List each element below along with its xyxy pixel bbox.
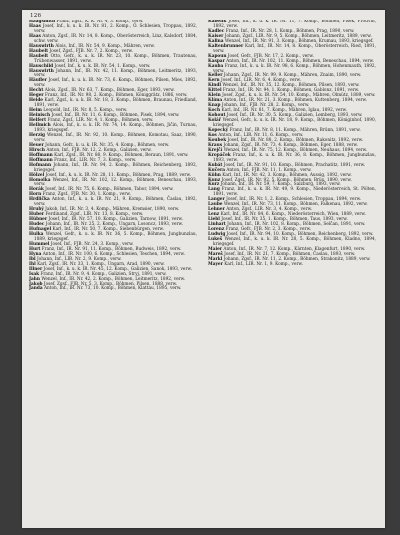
- entry-surname: Hrdlička: [29, 197, 50, 203]
- entry-surname: Homolka: [29, 177, 51, 183]
- entry-details: Franz, Inf., IR. Nr. 98, 2. Komp., Böhmen, Königgrätz, 1886, verw.: [45, 93, 188, 99]
- entry-surname: Hufnagel: [29, 227, 52, 233]
- entry-surname: Kalina: [208, 38, 224, 44]
- entry-surname: Herzig: [29, 132, 45, 138]
- entry-surname: Kühn: [208, 172, 221, 178]
- entry-details: Josef, Inf., IR. Nr. 94, 10. Komp., Böhmen, Reichenberg, 1892, verw.: [226, 231, 374, 237]
- entry-surname: Lorenz: [208, 227, 225, 233]
- entry-details: Anton, Inf., k. u. k. IR. Nr. 21, 9. Komp., Böhmen, Časlau, 1892, verw.: [34, 197, 197, 208]
- entry-details: Franz, Inf., IR. Nr. 8, 11. Komp., Mähren, Brünn, 1891, verw.: [229, 127, 361, 133]
- entry-surname: Häufler: [29, 78, 47, 84]
- entry-surname: Heim: [29, 108, 42, 114]
- entry-details: Franz, Inf., IR. Nr. 94, 1. Komp., Böhmen, Gablonz, 1891, verw.: [222, 88, 360, 94]
- entry-surname: Haubelt: [29, 53, 49, 59]
- entry-surname: Huber: [29, 212, 45, 218]
- entry-surname: Kaltenbrunner: [208, 43, 244, 49]
- entry-details: Johann, Inf., FJB. Nr. 28, 2. Komp., verw.: [221, 103, 310, 109]
- entry-surname: Markl: [208, 256, 223, 262]
- entry-details: Josef, Gefr., FJB. Nr. 17, 2. Komp., verw.: [227, 53, 314, 59]
- entry-surname: Jahn: [29, 276, 40, 282]
- entry-details: Josef, Zgsf., IR. Nr. 92, 5. Komp., Böhmen, Brüx, 1890, verw.: [221, 177, 352, 183]
- left-column: [29, 20, 197, 524]
- entry-surname: Hulka: [29, 231, 44, 237]
- entry-surname: Haagsmith: [29, 20, 56, 24]
- entry-surname: Isak: [29, 271, 40, 277]
- entry-surname: Kučera: [208, 167, 225, 173]
- entry-surname: Hauswirth: [29, 68, 54, 74]
- entry-surname: Jakob: [29, 281, 43, 287]
- entry-details: Josef, Inf., k. u. k. IR. Nr. 54, 1. Komp., verw.: [54, 63, 151, 69]
- entry-details: Franz, Inf., IR. Nr. 28, 1. Komp., Böhmen, Prag, 1890, verw.: [225, 28, 355, 34]
- entry-surname: Klein: [208, 93, 221, 99]
- entry-surname: Klíma: [208, 98, 223, 104]
- entry-details: Johann, Inf., IR. Nr. 42, 11. Komp., Böhmen, Leitmeritz, 1893, verw.: [34, 68, 197, 79]
- entry-surname: Heinisch: [29, 113, 51, 119]
- entry-surname: Hrubý: [29, 207, 44, 213]
- entry-details: Josef, Inf., FJB. Nr. 24, 3. Komp., verw.: [50, 241, 134, 247]
- entry-details: Josef, Inf., IR. Nr. 75, 6. Komp., Böhmen, Tabor, 1894, verw.: [45, 187, 174, 193]
- entry-surname: Hofmann: [29, 162, 52, 168]
- entry-surname: Heuer: [29, 142, 44, 148]
- entry-surname: Hummel: [29, 241, 50, 247]
- entry-details: Alois, Inf., IR. Nr. 54, 9. Komp., Mähren, verw.: [55, 43, 155, 49]
- entry-surname: Ludwig: [208, 231, 226, 237]
- entry-details: Johann, Inf., IR. Nr. 25, 2. Komp., Ungarn, Losoncz, 1893, verw.: [45, 222, 184, 228]
- entry-surname: Hoffmann: [29, 157, 53, 163]
- entry-surname: Kaspar: [208, 58, 225, 64]
- entry-details: Josef, Zgsf., FJB. Nr. 5, 3. Komp., Böhmen, Pilsen, 1888, verw.: [43, 281, 178, 287]
- entry-surname: Liebl: [208, 217, 220, 223]
- entry-surname: Hyna: [29, 251, 42, 257]
- entry-details: Josef, Inf., k. u. k. IR. Nr. 28, 11. Komp., Böhmen, Prag, 1889, verw.: [45, 172, 191, 178]
- entry-surname: Ihl: [29, 261, 36, 267]
- entry-details: Josef, Inf., IR. Nr. 30, 5. Komp., Galizien, Lemberg, 1893, verw.: [226, 113, 363, 119]
- entry-details: Johann, Zgsf., IR. Nr. 11, 2. Komp., Böhmen, Strakonitz, 1889, verw.: [223, 256, 371, 262]
- entry-surname: Kauba: [208, 63, 224, 69]
- entry-details: Anton, Inf., IR. Nr. 73, 10. Komp., Böhmen, Klattau, 1895, verw.: [43, 286, 182, 292]
- page-number: 126: [30, 13, 42, 19]
- entry-surname: Kopecký: [208, 127, 229, 133]
- entry-surname: Haas: [29, 23, 41, 29]
- entry-details: Karl, Inf., IR. Nr. 81, 7. Komp., Mähren, Iglau, 1892, verw.: [221, 108, 347, 114]
- entry-details: Johann, Inf., IR. Nr. 94, 2. Komp., Böhmen, Reichenberg, 1892, kriegsgef.: [34, 162, 197, 173]
- list-item: [208, 263, 376, 268]
- entry-details: Franz, Inf., LIR. Nr. 7, 3. Komp., verw.: [54, 157, 137, 163]
- entry-surname: Kubát: [208, 162, 223, 168]
- entry-details: Josef, Inf., LIR. Nr. 6, 4. Komp., verw.: [221, 78, 302, 84]
- entry-details: Karl, Zgsf., IR. Nr. 88, 9. Komp., Böhmen, Beraun, 1891, verw.: [54, 152, 189, 158]
- entry-details: Josef, Inf., k. u. k. IR. Nr. 45, 12. Komp., Galizien, Sanok, 1893, verw.: [43, 266, 192, 272]
- entry-details: Franz, Inf., k. u. k. IR. Nr. 49, 9. Komp., Niederösterreich, St. Pölten, 1891, verw.: [213, 187, 376, 198]
- entry-surname: Mayer: [208, 261, 223, 267]
- entry-surname: Horn: [29, 192, 42, 198]
- entry-details: Johann, Inf., LIR. Nr. 2, 9. Komp., verw.: [36, 256, 122, 262]
- entry-surname: Hauschild: [29, 63, 54, 69]
- entry-details: Josef, Inf., IR. Nr. 1, 2. Komp., Schlesien, Troppau, 1894, verw.: [226, 197, 362, 203]
- entry-details: Josef, Inf., k. u. k. IR. Nr. 81, 2. Komp., Ö. Schlesien, Troppau, 1892, verw.: [34, 23, 197, 34]
- entry-surname: Linhart: [208, 222, 226, 228]
- entry-details: Johann, Zgsf., IR. Nr. 73, 4. Komp., Böhmen, Eger, 1888, verw.: [223, 142, 359, 148]
- entry-details: Franz, Inf., IR. Nr. 9, 4. Komp., Galizien, Stryj, 1891, verw.: [40, 271, 167, 277]
- entry-surname: Haubelt: [29, 48, 49, 54]
- entry-details: Karl, Inf., IR. Nr. 14, 8. Komp., Oberösterreich, Ried, 1891, verw.: [213, 43, 376, 54]
- list-item: [29, 287, 197, 292]
- entry-surname: Hoffmann: [29, 152, 53, 158]
- entry-surname: Kabelik: [208, 20, 227, 24]
- entry-details: Anton, Inf., IR. Nr. 21, 3. Komp., Böhmen, Kuttenberg, 1894, verw.: [223, 98, 367, 104]
- entry-surname: Krejčí: [208, 147, 223, 153]
- entry-surname: Kindl: [208, 83, 221, 89]
- entry-details: Anton, Inf., FJB. Nr. 12, 2. Komp., Galizien, verw.: [46, 147, 152, 153]
- entry-surname: Koubek: [208, 137, 227, 143]
- entry-details: Jakob, Inf., IR. Nr. 3, 4. Komp., Mähren, Kremsier, 1890, verw.: [45, 207, 180, 213]
- entry-details: Josef, Zgsf., FJB. Nr. 7, 2. Komp., verw.: [49, 48, 134, 54]
- entry-surname: Hurt: [29, 246, 41, 252]
- entry-details: Franz, Zgsf., K. K. Nr. 4, 3. Komp., verw.: [56, 20, 144, 24]
- entry-surname: Kunz: [208, 177, 221, 183]
- entry-surname: Kraus: [208, 142, 223, 148]
- entry-surname: Lenz: [208, 212, 220, 218]
- entry-details: Alois, Zgsf., IR. Nr. 63, 7. Komp., Böhmen, Eger, 1893, verw.: [44, 88, 175, 94]
- entry-details: Anton, Inf., IR. Nr. 100, 6. Komp., Schlesien, Teschen, 1894, verw.: [42, 251, 185, 257]
- entry-details: Karl, Inf., IR. Nr. 84, 6. Komp., Niederösterreich, Wien, 1889, verw.: [220, 212, 366, 218]
- entry-details: Franz, Inf., k. u. k. IR. Nr. 36, 8. Komp., Böhmen, Jungbunzlau, 1893, verw.: [213, 152, 376, 163]
- entry-details: Franz, Gefr., FJB. Nr. 2, 3. Komp., verw.: [225, 227, 312, 233]
- entry-details: Josef, Inf., IR. Nr. 88, 2. Komp., Böhmen, Rakonitz, 1892, verw.: [227, 137, 364, 143]
- entry-details: Franz, Zgsf., FJB. Nr. 30, 1. Komp., verw.: [42, 192, 131, 198]
- entry-details: Karl, Inf., IR. Nr. 50, 7. Komp., Siebenbürgen, verw.: [52, 227, 164, 233]
- entry-details: Josef, Zgsf., k. u. k. IR. Nr. 54, 10. Komp., Mähren, Olmütz, 1889, verw.: [222, 93, 376, 99]
- entry-surname: Kapoun: [208, 53, 227, 59]
- entry-details: Anton, Zgsf., LIR. Nr. 3, 4. Komp., verw.: [226, 207, 313, 213]
- entry-details: Karl, Zgsf., IR. Nr. 33, 1. Komp., Ungarn, Arad, 1890, verw.: [37, 261, 165, 267]
- document-page: [22, 10, 385, 528]
- entry-surname: Koch: [208, 108, 221, 114]
- entry-surname: Kittel: [208, 88, 222, 94]
- entry-details: Franz, Inf., IR. Nr. 91, 11. Komp., Böhmen, Budweis, 1892, verw.: [41, 246, 182, 252]
- entry-surname: Haas: [29, 33, 41, 39]
- entry-surname: Hudec: [29, 222, 45, 228]
- entry-details: Karl, Inf., LIR. Nr. 1, 9. Komp., verw.: [224, 261, 303, 267]
- entry-details: Josef, Inf., IR. Nr. 57, 10. Komp., Galizien, Tarnow, 1891, verw.: [48, 217, 184, 223]
- entry-surname: Kurz: [208, 182, 220, 188]
- entry-details: Wenzel, Inf., IR. Nr. 102, 12. Komp., Böhmen, Beneschau, 1893, verw.: [34, 177, 197, 188]
- entry-details: Anton, Inf., LIR. Nr. 11, 6. Komp., verw.: [218, 132, 304, 138]
- entry-details: Alois, Inf., k. u. k. IR. Nr. 74, 14. Komp., Böhmen, Jičin, Turnau, 1893, kriegsgef.: [34, 123, 197, 133]
- entry-surname: Hölzel: [29, 172, 45, 178]
- entry-surname: Kolář: [208, 118, 222, 124]
- entry-details: Wenzel, Inf., IR. Nr. 91, 3. Komp., Böhmen, Krumau, 1893, kriegsgef.: [224, 38, 374, 44]
- entry-surname: Kropáček: [208, 152, 231, 158]
- entry-surname: Hellmich: [29, 123, 51, 129]
- entry-surname: Ibl: [29, 256, 36, 262]
- entry-details: Johann, Inf., IR. Nr. 102, 8. Komp., Böhmen, Selčan, 1891, verw.: [227, 222, 366, 228]
- entry-details: Josef, Inf., IR. Nr. 11, 6. Komp., Böhmen, Pisek, 1894, verw.: [51, 113, 180, 119]
- entry-details: Wenzel, Inf., IR. Nr. 42, 2. Komp., Böhmen, Leitmeritz, 1892, verw.: [41, 276, 186, 282]
- entry-details: Wenzel, Inf., k. u. k. IR. Nr. 28, 5. Komp., Böhmen, Kladno, 1894, kriegsgef.: [213, 236, 376, 247]
- entry-details: Wenzel, Inf., IR. Nr. 92, 10. Komp., Böhmen, Komotau, Saaz, 1890, verw.: [34, 132, 197, 143]
- entry-surname: Helfert: [29, 118, 47, 124]
- entry-surname: Kern: [208, 78, 220, 84]
- entry-surname: Kos: [208, 132, 217, 138]
- entry-surname: Laube: [208, 202, 223, 208]
- entry-details: Anton, Inf., IR. Nr. 7, 12. Komp., Kärnten, Klagenfurt, 1890, verw.: [223, 246, 366, 252]
- entry-surname: Heide: [29, 98, 44, 104]
- entry-details: Otto, Gefr., k. u. k. IR. Nr. 23, 10. Komp., Böhmen, Trautenau, Trübenwasser, 1891, verw.: [34, 53, 197, 64]
- entry-surname: Lehner: [208, 207, 225, 213]
- entry-details: Josef, Inf., IR. Nr. 35, 1. Komp., Böhmen, Taus, 1893, verw.: [221, 217, 348, 223]
- entry-surname: Hirsch: [29, 147, 45, 153]
- entry-details: Josef, Inf., k. u. k. IR. Nr. 73, 6. Komp., Böhmen, Pilsen, Mies, 1892, verw.: [34, 78, 197, 89]
- entry-details: Wenzel, Inf., IR. Nr. 35, 12. Komp., Böhmen, Pilsen, 1893, verw.: [222, 83, 360, 89]
- entry-details: Wenzel, Gefr., k. u. k. IR. Nr. 36, 5. Komp., Böhmen, Jungbunzlau, 1889, kriegsgef.: [34, 231, 197, 242]
- entry-surname: Hecht: [29, 88, 44, 94]
- entry-details: Johann, Zgsf., IR. Nr. 99, 9. Komp., Mähren, Znaim, 1890, verw.: [223, 73, 362, 79]
- entry-details: Franz, Zgsf., LIR. Nr. 4, 1. Komp., Böhmen, verw.: [47, 118, 154, 124]
- entry-surname: Maier: [208, 246, 223, 252]
- entry-surname: Janda: [29, 286, 43, 292]
- entry-details: Josef, Inf., IR. Nr. 91, 10. Komp., Böhmen, Prachatitz, 1891, verw.: [223, 162, 366, 168]
- entry-surname: Heger: [29, 93, 44, 99]
- entry-surname: Hübner: [29, 217, 48, 223]
- entry-surname: Kaiser: [208, 33, 224, 39]
- entry-surname: Hauswirth: [29, 43, 54, 49]
- entry-details: Ferdinand, Zgsf., LIR. Nr. 13, 8. Komp., verw.: [45, 212, 144, 218]
- entry-surname: Langer: [208, 197, 225, 203]
- entry-details: Wenzel, Inf., IR. Nr. 73, 11. Komp., Böhmen, Falkenau, 1892, verw.: [223, 202, 368, 208]
- entry-surname: Lang: [208, 187, 220, 193]
- entry-surname: Mareš: [208, 251, 223, 257]
- right-column: [208, 20, 376, 524]
- entry-details: Wenzel, Gefr., k. u. k. IR. Nr. 18, 9. Komp., Böhmen, Königinhof, 1890, kriegsgef.: [213, 118, 376, 129]
- entry-details: Anton, Inf., IR. Nr. 102, 11. Komp., Böhmen, Beneschau, 1894, verw.: [226, 58, 375, 64]
- entry-details: Josef, Inf., IR. Nr. 21, 7. Komp., Böhmen, Časlau, 1893, verw.: [224, 251, 356, 257]
- entry-details: Karl, Zgsf., k. u. k. IR. Nr. 18, 3. Komp., Böhmen, Braunau, Friedland, 1891, verw.: [34, 98, 197, 109]
- entry-details: Johann, Zgsf., LIR. Nr. 9, 5. Komp., Böhmen, Leitmeritz, 1889, verw.: [224, 33, 372, 39]
- entry-surname: Knap: [208, 103, 221, 109]
- entry-details: Johann, Inf., IR. Nr. 59, 7. Komp., Salzburg, 1893, verw.: [220, 182, 341, 188]
- entry-details: Wenzel, Inf., IR. Nr. 75, 12. Komp., Böhmen, Neuhaus, 1894, verw.: [223, 147, 368, 153]
- entry-surname: Lukeš: [208, 236, 223, 242]
- entry-surname: Horák: [29, 187, 44, 193]
- entry-surname: Illner: [29, 266, 43, 272]
- entry-details: Franz, Inf., k. u. k. IR. Nr. 98, 6. Komp., Böhmen, Hohenmauth, 1892, verw.: [213, 63, 376, 74]
- entry-details: Johann, Gefr., k. u. k. IR. Nr. 35, 4. Komp., Böhmen, verw.: [45, 142, 170, 148]
- entry-surname: Kohout: [208, 113, 226, 119]
- entry-details: Josef, Inf., k. u. k. IR. Nr. 11, 7. Komp., Böhmen, Pisek, Protivin, 1892, verw.: [213, 20, 376, 29]
- entry-details: Anton, Zgsf., IR. Nr. 14, 8. Komp., Oberösterreich, Linz, Kalsdorf, 1884, schw. verw.: [34, 33, 197, 44]
- entry-surname: Keller: [208, 73, 223, 79]
- entry-surname: Kadlec: [208, 28, 225, 34]
- entry-details: Karl, Inf., IR. Nr. 42, 3. Komp., Böhmen, Aussig, 1892, verw.: [222, 172, 352, 178]
- entry-details: Leopold, Inf., IR. Nr. 8, 5. Komp., verw.: [43, 108, 128, 114]
- entry-details: Anton, Inf., FJB. Nr. 11, 1. Komp., verw.: [226, 167, 312, 173]
